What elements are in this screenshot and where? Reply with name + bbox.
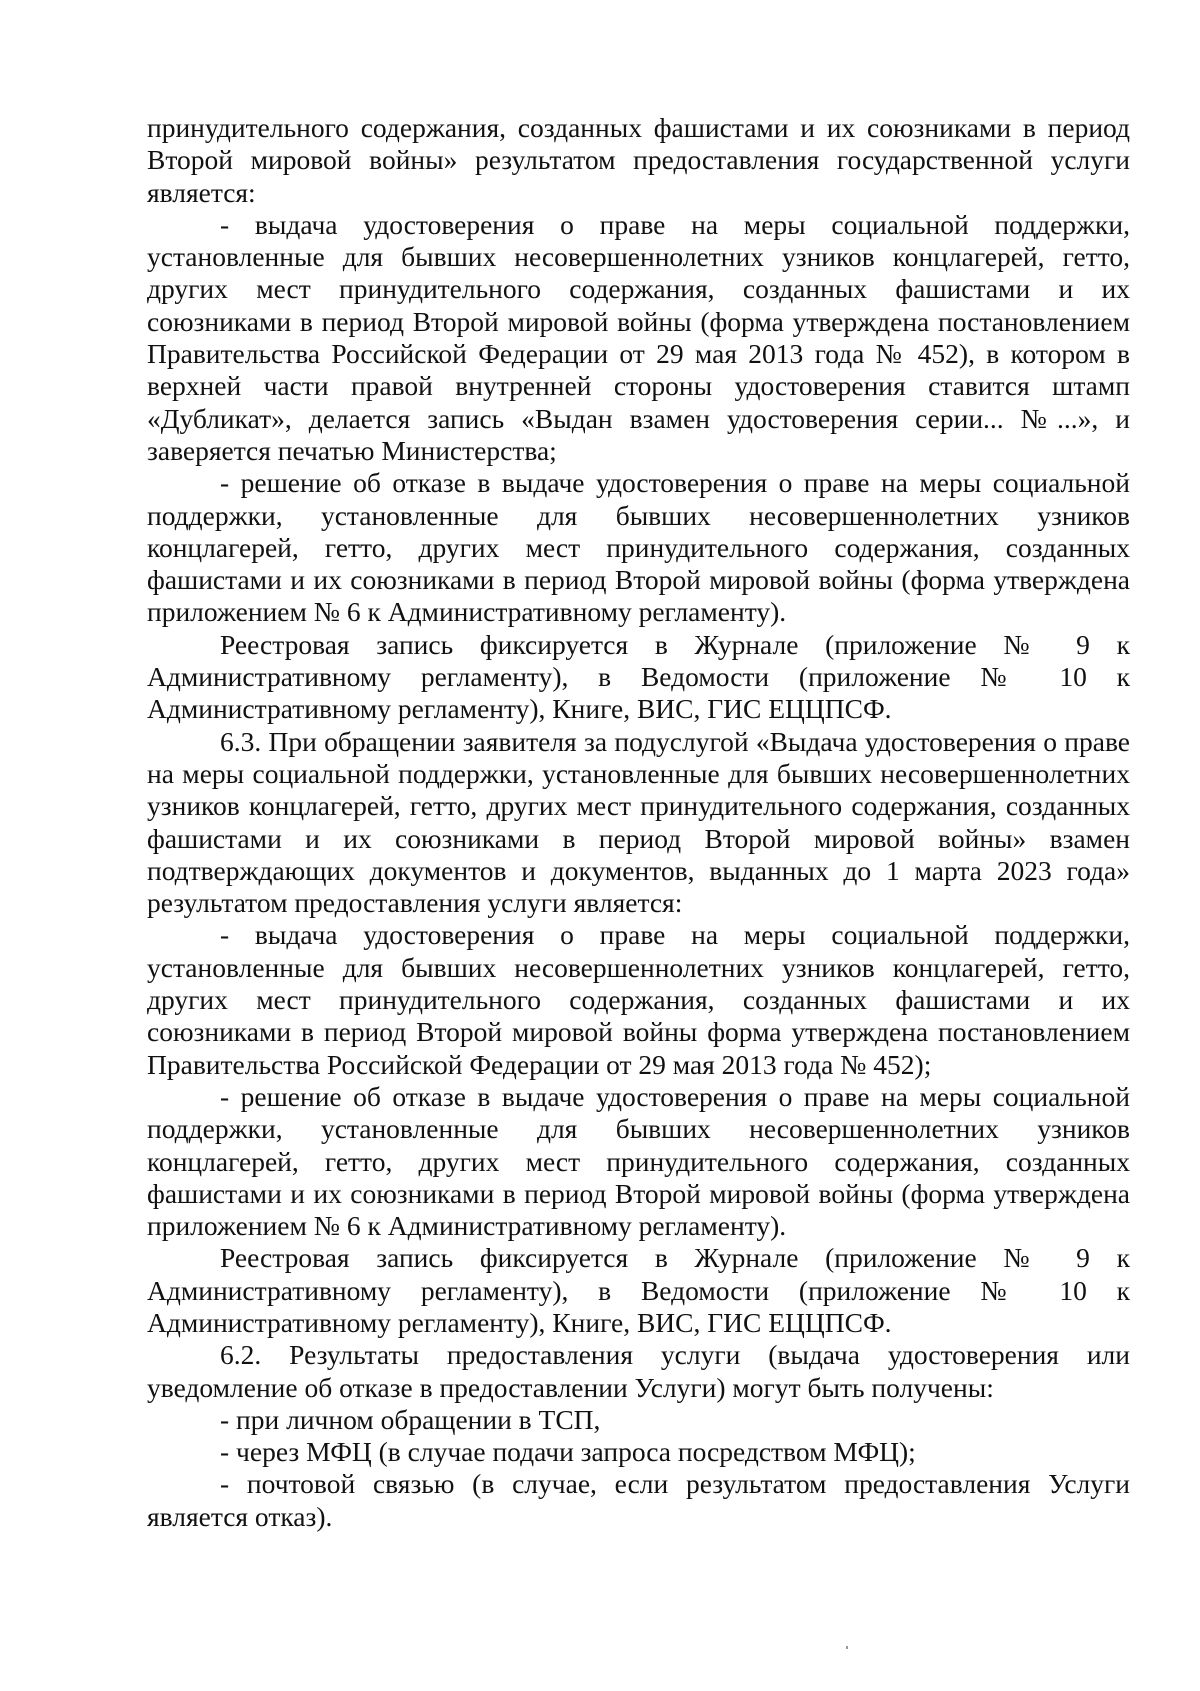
paragraph-section-6-2: 6.2. Результаты предоставления услуги (выдача удостоверения или уведомление об отказе в предоставлении Услуги) могут быть получены:: [147, 1339, 1130, 1403]
paragraph-section-6-3: 6.3. При обращении заявителя за подуслугой «Выдача удостоверения о праве на меры социальной поддержки, установленные для бывших несовершеннолетних узников концлагерей, гетто, других мест принудительного содержания, созданных фашистами и их союзниками в период Второй мировой войны» взамен подтверждающих документов и документов, выданных до 1 марта 2023 года» результатом предоставления услуги является:: [147, 725, 1130, 919]
list-item-personal-visit: - при личном обращении в ТСП,: [220, 1403, 601, 1435]
paragraph-registry-entry-2: Реестровая запись фиксируется в Журнале (приложение № 9 к Административному регламенту), в Ведомости (приложение № 10 к Административному регламенту), Книге, ВИС, ГИС ЕЦЦПСФ.: [147, 1242, 1130, 1338]
document-body: [147, 112, 1130, 1533]
paragraph-certificate-issue: - выдача удостоверения о праве на меры социальной поддержки, установленные для бывших несовершеннолетних узников концлагерей, гетто, других мест принудительного содержания, созданных фашистами и их союзниками в период Второй мировой войны (форма утверждена постановлением Правительства Российской Федерации от 29 мая 2013 года № 452), в котором в верхней части правой внутренней стороны удостоверения ставится штамп «Дубликат», делается запись «Выдан взамен удостоверения серии... №...», и заверяется печатью Министерства;: [147, 208, 1130, 466]
scan-speck: [846, 1646, 848, 1649]
paragraph-certificate-issue-2: - выдача удостоверения о праве на меры социальной поддержки, установленные для бывших несовершеннолетних узников концлагерей, гетто, других мест принудительного содержания, созданных фашистами и их союзниками в период Второй мировой войны форма утверждена постановлением Правительства Российской Федерации от 29 мая 2013 года № 452);: [147, 919, 1130, 1080]
list-item-postal: - почтовой связью (в случае, если результатом предоставления Услуги является отказ).: [147, 1468, 1130, 1532]
list-item-mfc: - через МФЦ (в случае подачи запроса посредством МФЦ);: [220, 1436, 916, 1468]
paragraph-refusal-decision: - решение об отказе в выдаче удостоверения о праве на меры социальной поддержки, установленные для бывших несовершеннолетних узников концлагерей, гетто, других мест принудительного содержания, созданных фашистами и их союзниками в период Второй мировой войны (форма утверждена приложением № 6 к Административному регламенту).: [147, 467, 1130, 628]
paragraph-continuation: принудительного содержания, созданных фашистами и их союзниками в период Второй мировой войны» результатом предоставления государственной услуги является:: [147, 112, 1130, 208]
paragraph-refusal-decision-2: - решение об отказе в выдаче удостоверения о праве на меры социальной поддержки, установленные для бывших несовершеннолетних узников концлагерей, гетто, других мест принудительного содержания, созданных фашистами и их союзниками в период Второй мировой войны (форма утверждена приложением № 6 к Административному регламенту).: [147, 1080, 1130, 1242]
paragraph-registry-entry: Реестровая запись фиксируется в Журнале (приложение № 9 к Административному регламенту), в Ведомости (приложение № 10 к Административному регламенту), Книге, ВИС, ГИС ЕЦЦПСФ.: [147, 628, 1130, 725]
